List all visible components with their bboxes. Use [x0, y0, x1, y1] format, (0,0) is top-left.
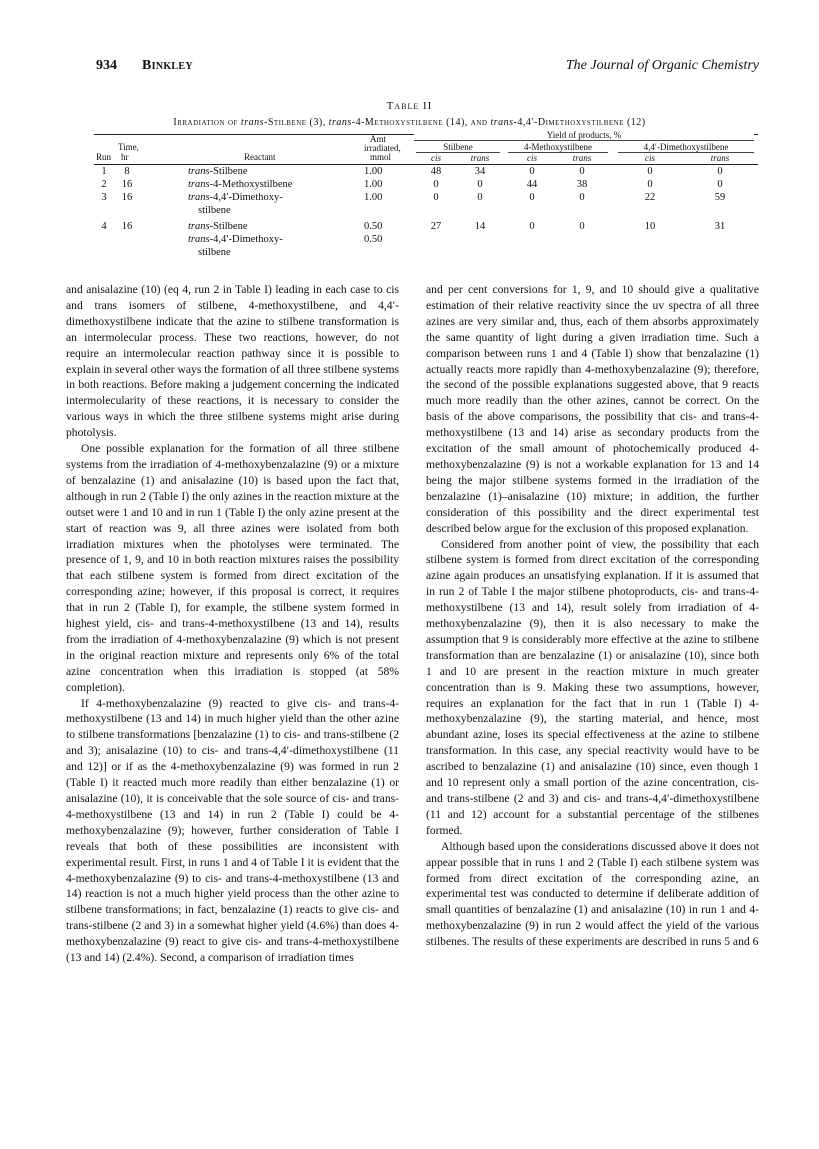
- sub-dim-trans: trans: [710, 153, 730, 163]
- header-amt-1: Amt: [370, 134, 387, 144]
- header-time-2: hr: [121, 152, 129, 162]
- header-yield-group: Yield of products, %: [414, 130, 754, 141]
- paragraph: One possible explanation for the formation of all three stilbene systems from the irradiation of 4-methoxybenzalazine (9) or a mixture of benzalazine (1) and anisalazine (10) is based upon the fact that, although in run 2 (Table I) the only azines in the reaction mixture at the outset were 1 and 10 and in run 1 (Table I) the only azine present at the start of reaction was 9, all three azines were isolated from both irradiation mixtures when the photolyses were terminated. The presence of 1, 9, and 10 in both reaction mixtures raises the possibility that each stilbene system is formed from direct excitation of the corresponding azine; however, if this proposal is correct, it requires that in run 2 (Table I), for example, the stilbene system formed in highest yield, cis- and trans-4-methoxystilbene (13 and 14), results from the irradiation of 4-methoxybenzalazine (9) which is not present in the original reaction mixture and represents only 6% of the total azine concentration when this irradiation is stopped (at 58% completion).: [66, 442, 399, 694]
- paragraph: Considered from another point of view, the possibility that each stilbene system is formed from direct excitation of the corresponding azine again produces an unsatisfying explanation. If it is assumed that in run 2 of Table I the major stilbene photoproducts, cis- and trans-4-methoxystilbene (13 and 14), result solely from irradiation of 4-methoxybenzalazine (9), then it is also necessary to make the assumption that 9 is considerably more effective at the azine to stilbene transformation than are benzalazine (1) or anisalazine (10), since both 1 and 10 are present in the reaction mixture in much greater concentration than is 9. Making these two assumptions, however, requires an explanation for the fact that in run 1 (Table I) 4-methoxybenzalazine (9), the starting material, and hence, most abundant azine, loses its special effectiveness at the azine to stilbene transformation. In this case, any special reactivity would have to be ascribed to benzalazine (1) and anisalazine (10) since, even though 1 and 10 represent only a small portion of the azine concentration, cis- and trans-stilbene (2 and 3) and cis- and trans-4,4′-dimethoxystilbene (11 and 12) account for a substantial percentage of the stilbenes formed.: [426, 537, 759, 837]
- sub-dim-cis: cis: [645, 153, 655, 163]
- sub-stil-trans: trans: [470, 153, 490, 163]
- sub-meo-trans: trans: [572, 153, 592, 163]
- header-methoxystilbene: 4-Methoxystilbene: [508, 142, 608, 153]
- journal-name: The Journal of Organic Chemistry: [565, 58, 759, 73]
- sub-meo-cis: cis: [527, 153, 537, 163]
- paragraph: and per cent conversions for 1, 9, and 10 should give a qualitative estimation of their relative reactivity since the uv spectra of all three azines are very similar and, thus, each of them absorbs approximately the same quantity of light during a given irradiation time. Such a comparison between runs 1 and 4 (Table I) show that benzalazine (1) actually reacts more rapidly than 4-methoxybenzalazine (9); therefore, the second of the possible explanations suggested above, that 9 reacts much more readily than the other azines, cannot be correct. On the basis of the above comparisons, the possibility that cis- and trans-4-methoxystilbene (13 and 14) arise as secondary products from the excitation of the small amount of photochemically produced 4-methoxybenzalazine (9) is not a workable explanation for 13 and 14 being the major stilbene systems formed in the irradiation of the benzalazine (1)–anisalazine (10) mixture; in addition, the further consideration of this possibility and the direct experimental test described below argue for the exclusion of this proposed explanation.: [426, 283, 759, 535]
- left-column: [66, 282, 399, 966]
- paragraph: If 4-methoxybenzalazine (9) reacted to give cis- and trans-4-methoxystilbene (13 and 14) in much higher yield than the other azine to stilbene transformations [benzalazine (1) to cis- and trans-stilbene (2 and 3); anisalazine (10) to cis- and trans-4,4′-dimethoxystilbene (11 and 12)] or if as the 4-methoxybenzalazine (9) was formed in run 2 (Table I) it reacted much more readily than either benzalazine (1) or anisalazine (10), it is conceivable that the sole source of cis- and trans-4-methoxystilbene (13 and 14) in run 2 (Table I) could be 4-methoxybenzalazine (9); however, further consideration of Table I reveals that both of these possibilities are inconsistent with experimental result. First, in runs 1 and 4 of Table I it is evident that the 4-methoxybenzalazine (9) to cis- and trans-4-methoxystilbene (13 and 14) reaction is not a much higher yield process than the other azine to stilbene transformations; in fact, benzalazine (1) reacts to give cis- and trans-stilbene (2 and 3) in a somewhat higher yield (4.6%) than does 4-methoxybenzalazine (9) react to give cis- and trans-4-methoxystilbene (13 and 14) (2.4%). Second, a comparison of irradiation times: [66, 696, 399, 965]
- paragraph: Although based upon the considerations discussed above it does not appear possible that in runs 1 and 2 (Table I) each stilbene system was formed from direct excitation of the corresponding azine, an experimental test was conducted to determine if deliberate addition of small quantities of benzalazine (1) and anisalazine (10) in run 1 and 4-methoxybenzalazine (9) in run 2 would affect the yield of the various stilbenes. The results of these experiments are described in runs 5 and 6: [426, 839, 759, 949]
- data-table: Time, hr Run Reactant Amt irradiated, mmol Yield of products, % Stilbene 4-Methoxystilbene 4,4′-Dimethoxystilbene cis trans cis trans cis trans 1 8 trans-Stilbene 1.00 48 34 0 0 0 0 2 16 trans-4-Methoxystilbene 1.00 0 0 44 38 0 0 3 16 trans-4,4′-Dimethoxy- stilbene 1.00 0 0 0 0 22 59 4 16 trans-Stilbene trans-4,4′-Dimethoxy- stilbene 0.50 0.50 27 14 0 0 10 31: [94, 130, 758, 262]
- page-number: 934: [96, 58, 117, 73]
- paragraph: and anisalazine (10) (eq 4, run 2 in Table I) leading in each case to cis and trans isomers of stilbene, 4-methoxystilbene, and 4,4′-dimethoxystilbene indicate that the azine to stilbene transformation is an intermolecular process. These two reactions, however, do not require an intermolecular reaction pathway since it is possible to explain in several other ways the formation of all three stilbene systems in both reactions. Before making a judgement concerning the indicated intermolecularity of these reactions, it is necessary to consider the various ways in which the three stilbene systems might arise during photolysis.: [66, 283, 399, 440]
- table-mid-rule: [94, 164, 758, 165]
- running-author: Binkley: [142, 58, 193, 73]
- page-header: [96, 58, 759, 80]
- header-amt-2: irradiated,: [364, 143, 401, 153]
- right-column: [426, 282, 759, 950]
- header-dimethoxystilbene: 4,4′-Dimethoxystilbene: [618, 142, 754, 153]
- table-title: Table II: [386, 100, 433, 112]
- header-stilbene: Stilbene: [416, 142, 500, 153]
- sub-stil-cis: cis: [431, 153, 441, 163]
- header-amt-3: mmol: [370, 152, 392, 162]
- table-caption: Irradiation of trans-Stilbene (3), trans-4-Methoxystilbene (14), and trans-4,4′-Dimethoxystilbene (12): [173, 117, 646, 128]
- header-run: Run: [96, 152, 112, 162]
- header-reactant: Reactant: [244, 152, 276, 162]
- header-time-1: Time,: [118, 142, 139, 152]
